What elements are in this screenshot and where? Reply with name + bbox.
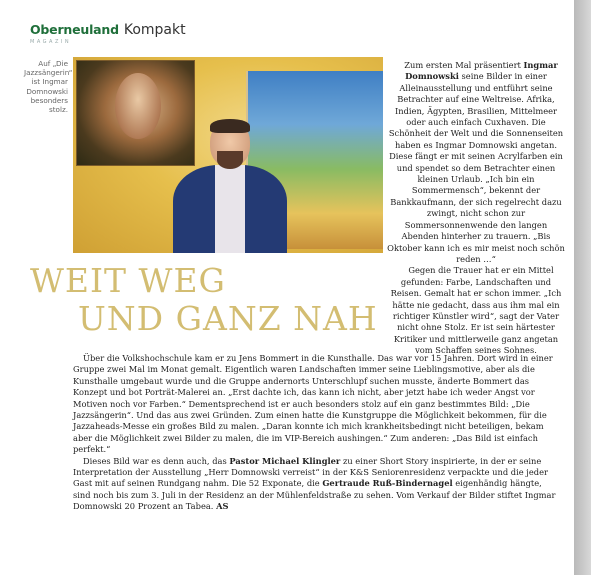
brand-logo: Oberneuland xyxy=(30,22,119,37)
text-span: Dieses Bild war es denn auch, das xyxy=(83,455,230,466)
text-span: eigenhändig hängte, sind noch bis zum 3. Juli in der Residenz an der Mühlenfeldstraße zu sehen. Vom Verkauf der Bilder stiftet Ingmar Domnowski 20 Prozent an Tabea. xyxy=(73,478,556,512)
artist-hair xyxy=(210,119,250,133)
bottom-paragraph-2 xyxy=(73,456,561,513)
brand-subline: MAGAZIN xyxy=(30,39,72,45)
name-highlight: Gertraude Ruß-Bindernagel xyxy=(322,478,453,489)
article-photo xyxy=(73,57,383,253)
photo-caption: Auf „Die Jazzsängerin“ ist Ingmar Domnowski besonders stolz. xyxy=(24,59,73,115)
bottom-text-block xyxy=(73,353,561,513)
author-initials: AS xyxy=(216,501,229,512)
name-highlight: Ingmar Domnowski xyxy=(405,60,558,82)
right-text-column xyxy=(387,60,565,357)
bottom-paragraph-1: Über die Volkshochschule kam er zu Jens Bommert in die Kunsthalle. Das war vor 15 Jahren. Dort wird in einer Gruppe zwei Mal im Monat gemalt. Eigentlich waren Landschaften immer seine Lieblingsmotive, aber als die Kunsthalle umgebaut wurde und die Gruppe andernorts Unterschlupf suchen musste, änderte Bommert das Konzept und bot Porträt-Malerei an. „Erst dachte ich, das kann ich nicht, aber jetzt habe ich weder Angst vor Motiven noch vor Farben.“ Dementsprechend ist er auch besonders stolz auf ein ganz bestimmtes Bild: „Die Jazzsängerin“. Und das aus zwei Gründen. Zum einen hatte die Kunstgruppe die Möglichkeit bekommen, für die Jazzaheads-Messe ein großes Bild zu malen. „Daran konnte ich mich krankheitsbedingt nicht beteiligen, bekam aber die Möglichkeit zwei Bilder zu malen, die im VIP-Bereich aushingen.“ Zum anderen: „Das Bild ist einfach perfekt.“ xyxy=(73,353,553,455)
right-paragraph-1 xyxy=(387,60,565,265)
artist-beard xyxy=(217,151,243,169)
painting-face xyxy=(115,73,161,139)
page-edge-shadow xyxy=(574,0,591,575)
article-title xyxy=(30,262,378,338)
text-span: Zum ersten Mal präsentiert xyxy=(404,60,524,70)
text-span: zu einer Short Story inspirierte, in der er seine Interpretation der Ausstellung „Herr Domnowski verreist“ in der K&S Seniorenresidenz verpackte und die jeder Gast mit auf seinen Rundgang nahm. Die 52 Exponate, die xyxy=(73,455,548,489)
artist-figure xyxy=(165,121,295,253)
title-line-2: UND GANZ NAH xyxy=(78,299,378,338)
name-highlight: Pastor Michael Klingler xyxy=(229,455,341,466)
text-span: seine Bilder in einer Alleinausstellung und entführt seine Betrachter auf eine Weltreise. Afrika, Indien, Ägypten, Brasilien, Mittelmeer oder auch einfach Cuxhaven. Die Schönheit der Welt und die Sonnenseiten haben es Ingmar Domnowski angetan. Diese fängt er mit seinen Acrylfarben ein und spendet so dem Betrachter einen kleinen Urlaub. „Ich bin ein Sommermensch“, bekennt der Bankkaufmann, der sich regelrecht dazu zwingt, nicht schon zur Sommersonnenwende den langen Abenden hinterher zu trauern. „Bis Oktober kann ich es mir meist noch schön reden …“ xyxy=(387,71,565,264)
title-line-1: WEIT WEG xyxy=(30,261,226,300)
artist-shirt xyxy=(215,165,245,253)
section-label: Kompakt xyxy=(123,22,186,38)
right-paragraph-2: Gegen die Trauer hat er ein Mittel gefunden: Farbe, Landschaften und Reisen. Gemalt hat er schon immer. „Ich hätte nie gedacht, dass aus ihm mal ein richtiger Künstler wird“, sagt der Vater nicht ohne Stolz. Er ist sein härtester Kritiker und mittlerweile ganz angetan vom Schaffen seines Sohnes. xyxy=(390,265,562,356)
